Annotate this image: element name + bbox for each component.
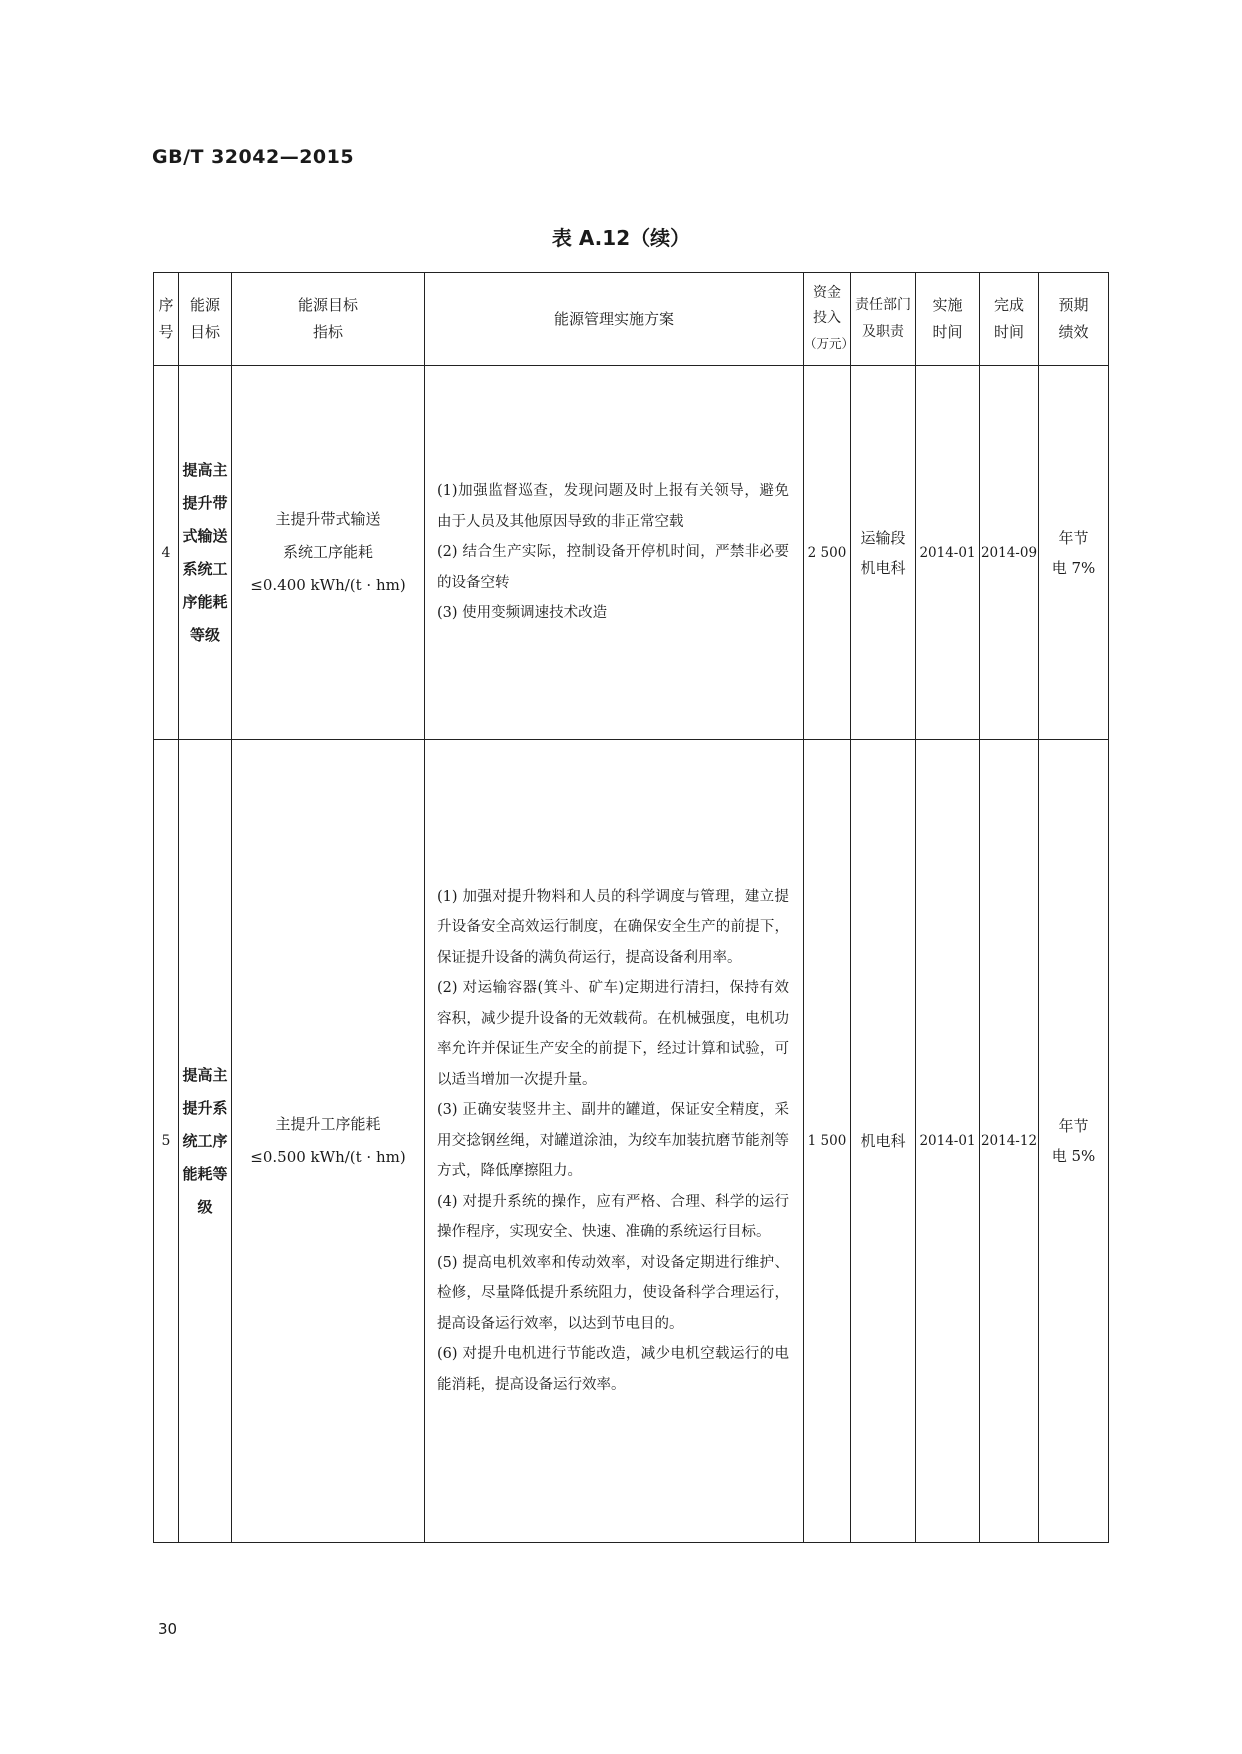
row-perf: 年节 电 5% (1039, 740, 1109, 1543)
table-row (154, 740, 1109, 1543)
row-seq: 4 (154, 366, 179, 740)
row-invest: 2 500 (804, 366, 851, 740)
header-index: 能源目标 指标 (232, 273, 425, 366)
row-end: 2014-12 (980, 740, 1039, 1543)
row-dept: 运输段 机电科 (851, 366, 916, 740)
header-start: 实施 时间 (916, 273, 980, 366)
table-title: 表 A.12（续） (551, 226, 691, 250)
header-perf: 预期 绩效 (1039, 273, 1109, 366)
row-start: 2014-01 (916, 366, 980, 740)
page-number: 30 (158, 1620, 178, 1638)
row-index: 主提升带式输送 系统工序能耗 ≤0.400 kWh/(t · hm) (232, 366, 425, 740)
header-end: 完成 时间 (980, 273, 1039, 366)
energy-plan-table (153, 272, 1109, 1543)
row-start: 2014-01 (916, 740, 980, 1543)
header-plan: 能源管理实施方案 (425, 273, 804, 366)
header-dept: 责任部门 及职责 (851, 273, 916, 366)
row-goal: 提高主 提升带 式输送 系统工 序能耗 等级 (179, 366, 232, 740)
row-seq: 5 (154, 740, 179, 1543)
row-end: 2014-09 (980, 366, 1039, 740)
header-goal: 能源 目标 (179, 273, 232, 366)
standard-code: GB/T 32042—2015 (152, 146, 355, 168)
table-header-row (154, 273, 1109, 366)
header-seq: 序 号 (154, 273, 179, 366)
row-invest: 1 500 (804, 740, 851, 1543)
row-dept: 机电科 (851, 740, 916, 1543)
row-index: 主提升工序能耗 ≤0.500 kWh/(t · hm) (232, 740, 425, 1543)
row-plan: (1) 加强对提升物料和人员的科学调度与管理，建立提升设备安全高效运行制度，在确保安全生产的前提下，保证提升设备的满负荷运行，提高设备利用率。 (2) 对运输容器(箕斗、矿车)定期进行清扫，保持有效容积，减少提升设备的无效载荷。在机械强度，电机功率允许并保证生产安全的前提下，经过计算和试验，可以适当增加一次提升量。 (3) 正确安装竖井主、副井的罐道，保证安全精度，采用交捻钢丝绳，对罐道涂油，为绞车加装抗磨节能剂等方式，降低摩擦阻力。 (4) 对提升系统的操作，应有严格、合理、科学的运行操作程序，实现安全、快速、准确的系统运行目标。 (5) 提高电机效率和传动效率，对设备定期进行维护、检修，尽量降低提升系统阻力，使设备科学合理运行，提高设备运行效率，以达到节电目的。 (6) 对提升电机进行节能改造，减少电机空载运行的电能消耗，提高设备运行效率。 (425, 740, 804, 1543)
row-perf: 年节 电 7% (1039, 366, 1109, 740)
table-row (154, 366, 1109, 740)
row-plan: (1)加强监督巡查，发现问题及时上报有关领导，避免由于人员及其他原因导致的非正常空载 (2) 结合生产实际，控制设备开停机时间，严禁非必要的设备空转 (3) 使用变频调速技术改造 (425, 366, 804, 740)
row-goal: 提高主 提升系 统工序 能耗等 级 (179, 740, 232, 1543)
header-invest: 资金 投入 （万元） (804, 273, 851, 366)
